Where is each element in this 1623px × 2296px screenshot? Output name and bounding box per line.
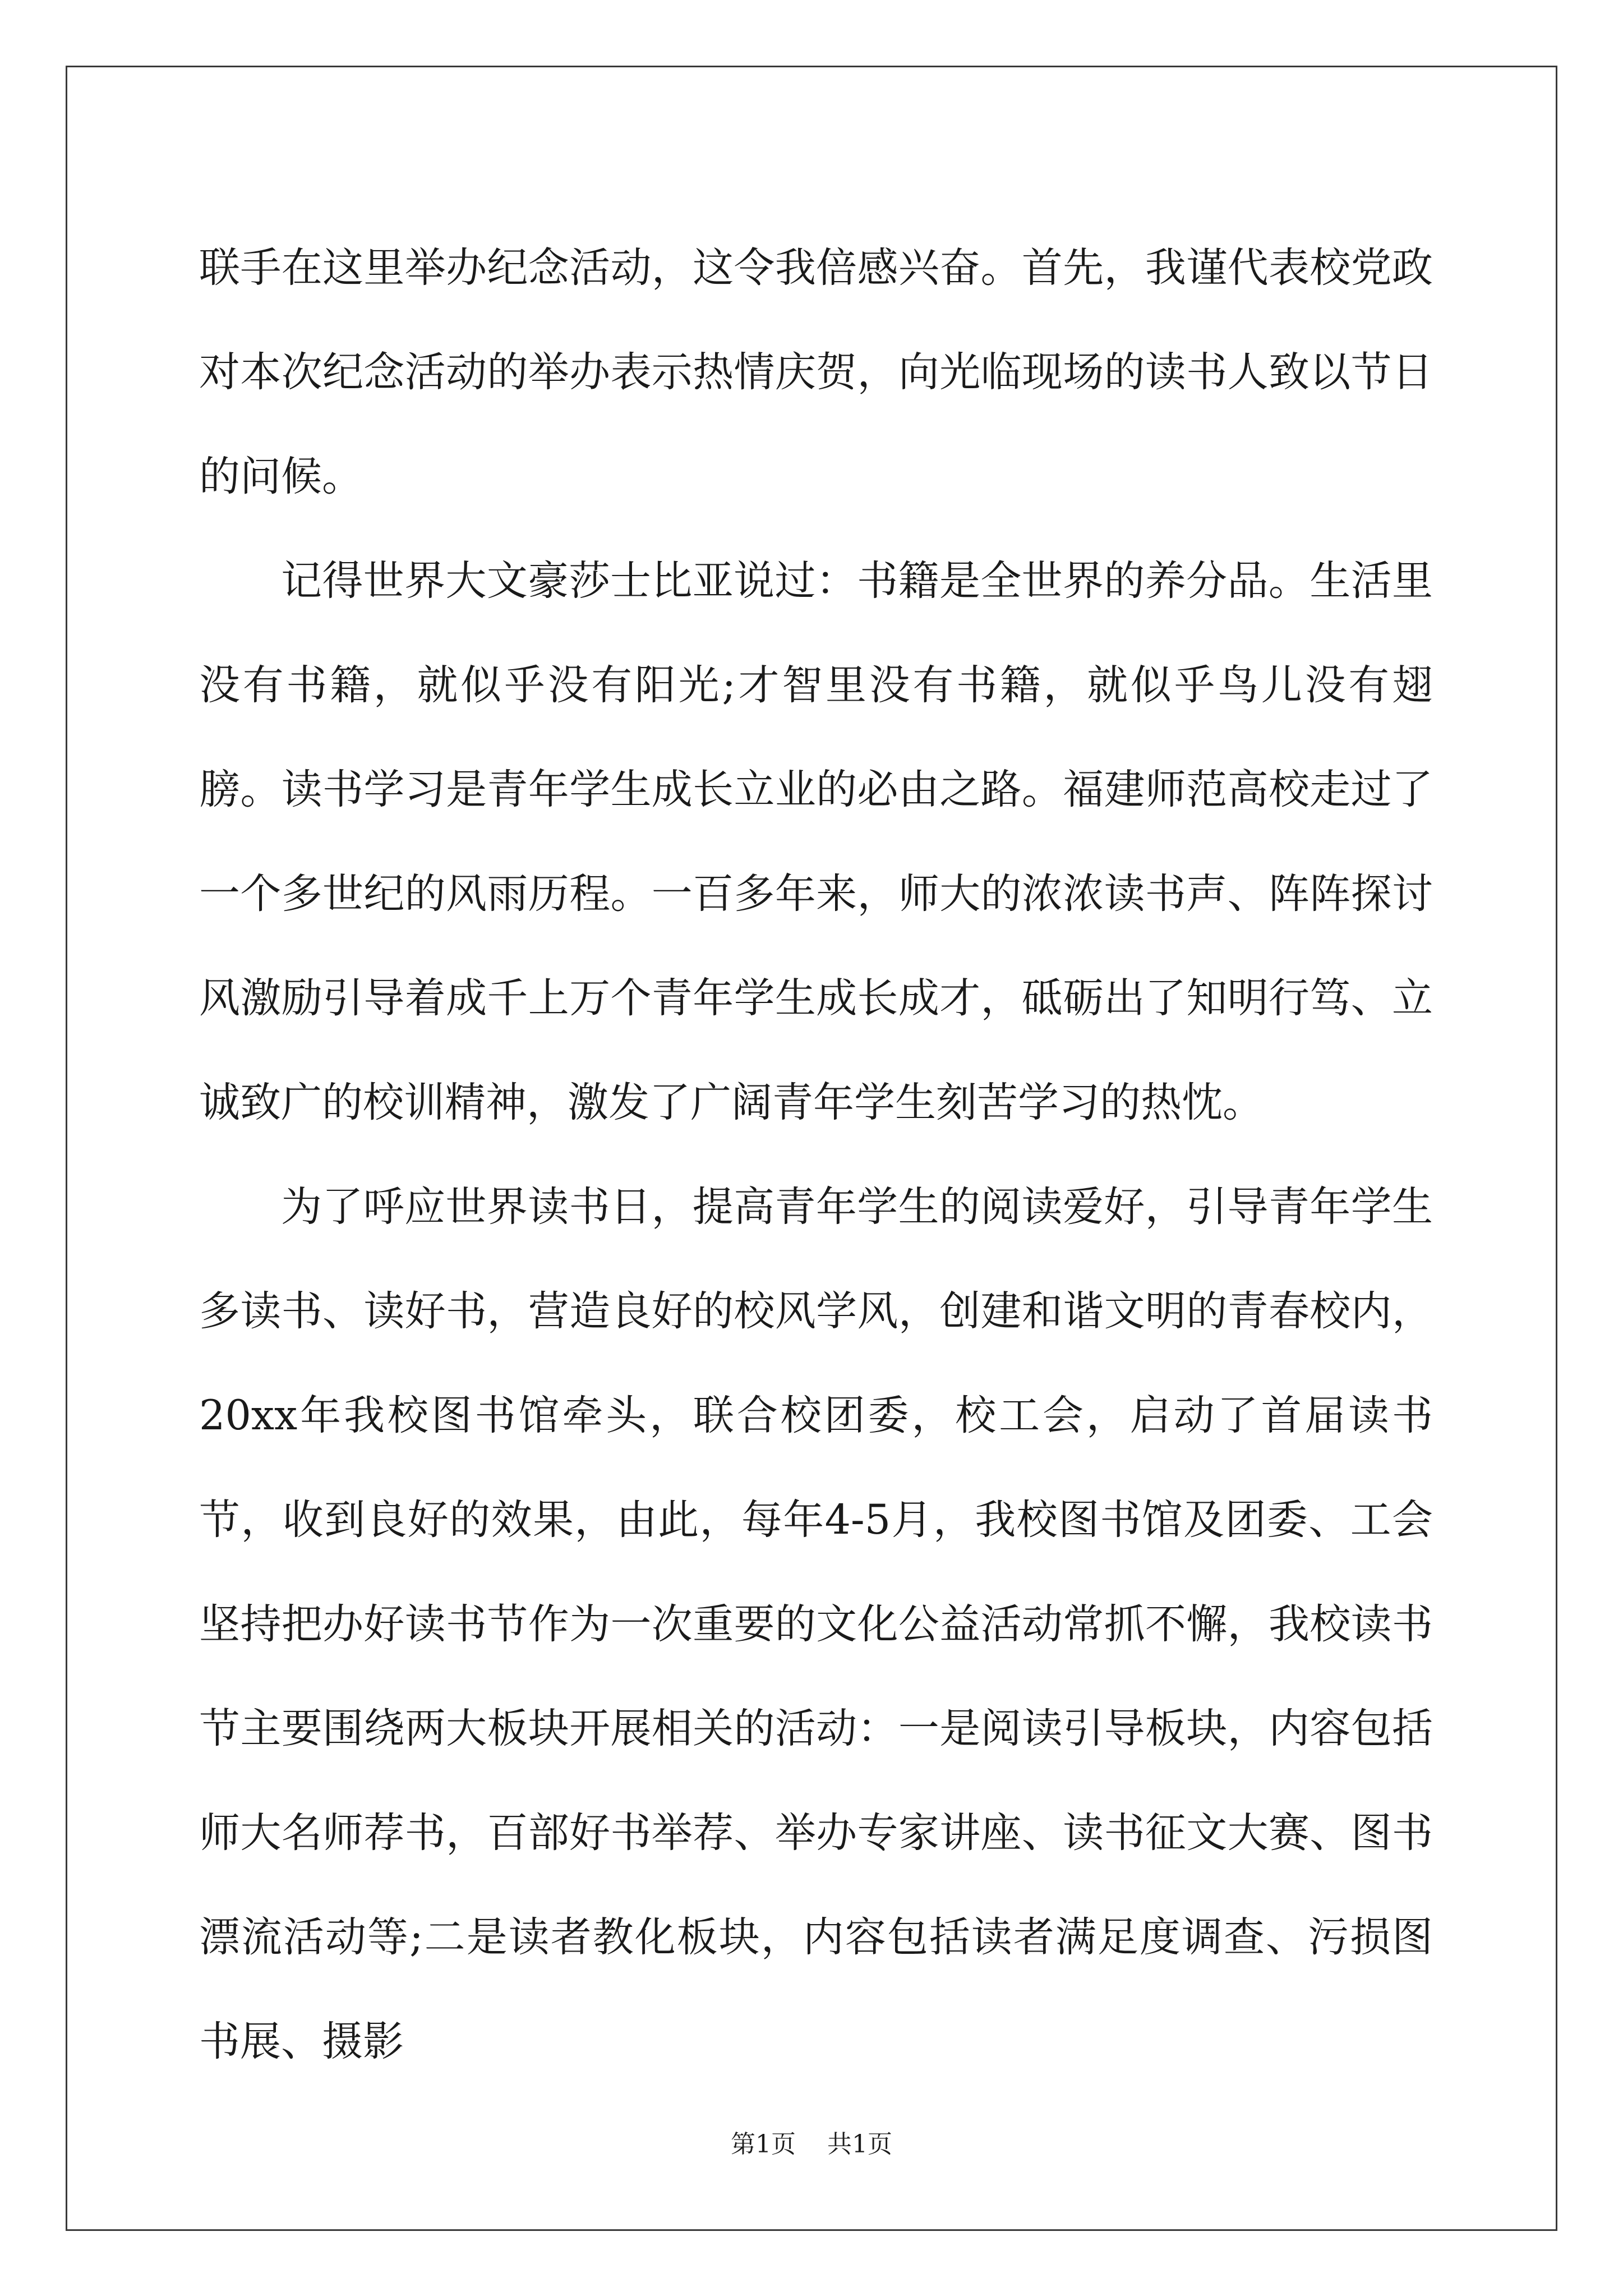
paragraph-2: 记得世界大文豪莎士比亚说过：书籍是全世界的养分品。生活里没有书籍，就似乎没有阳光;才智里没有书籍，就似乎鸟儿没有翅膀。读书学习是青年学生成长立业的必由之路。福建师范高校走过了一个多世纪的风雨历程。一百多年来，师大的浓浓读书声、阵阵探讨风激励引导着成千上万个青年学生成长成才，砥砺出了知明行笃、立诚致广的校训精神，激发了广阔青年学生刻苦学习的热忱。 <box>199 557 1433 1126</box>
page-number: 第1页 <box>731 2130 796 2159</box>
paragraph-3: 为了呼应世界读书日，提高青年学生的阅读爱好，引导青年学生多读书、读好书，营造良好的校风学风，创建和谐文明的青春校内，20xx年我校图书馆牵头，联合校团委，校工会，启动了首届读书节，收到良好的效果，由此，每年4-5月，我校图书馆及团委、工会坚持把办好读书节作为一次重要的文化公益活动常抓不懈，我校读书节主要围绕两大板块开展相关的活动：一是阅读引导板块，内容包括师大名师荐书，百部好书举荐、举办专家讲座、读书征文大赛、图书漂流活动等;二是读者教化板块，内容包括读者满足度调查、污损图书展、摄影 <box>199 1183 1433 2065</box>
page-total: 共1页 <box>827 2130 892 2159</box>
document-body <box>199 216 1433 2094</box>
page-footer <box>0 2128 1623 2161</box>
paragraph-1: 联手在这里举办纪念活动，这令我倍感兴奋。首先，我谨代表校党政对本次纪念活动的举办表示热情庆贺，向光临现场的读书人致以节日的问候。 <box>199 244 1433 500</box>
